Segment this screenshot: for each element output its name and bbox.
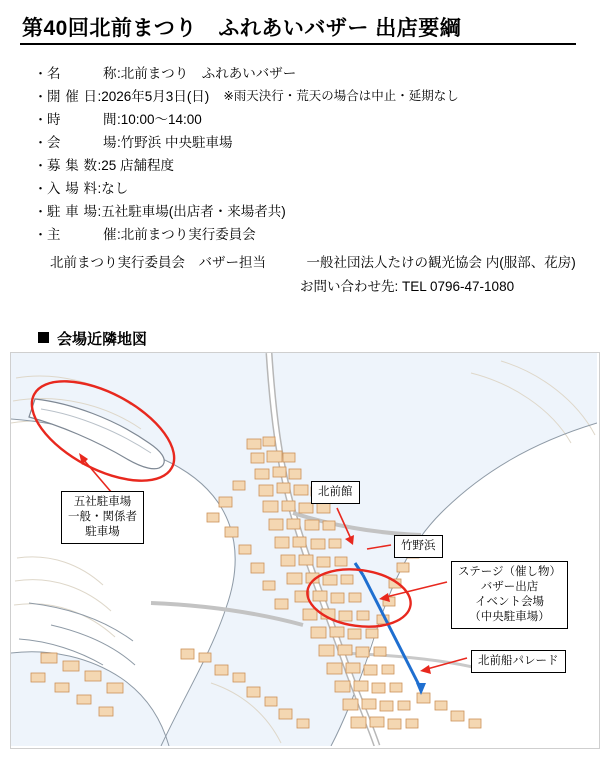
callout-kitamaekan	[311, 481, 360, 504]
detail-row	[34, 85, 579, 108]
detail-label: 駐 車 場	[47, 204, 98, 219]
detail-value: :25 店舗程度	[97, 158, 175, 173]
callout-stage-line-2: バザー出店	[480, 581, 539, 593]
detail-value: :なし	[97, 181, 129, 196]
callout-takenohama	[394, 535, 443, 558]
detail-note: ※雨天決行・荒天の場合は中止・延期なし	[223, 89, 459, 103]
bullet-icon: ・	[34, 89, 48, 104]
callout-parade	[471, 650, 566, 673]
detail-row	[34, 108, 579, 131]
callout-stage-venue	[451, 561, 568, 629]
bullet-icon: ・	[34, 158, 48, 173]
detail-label: 入 場 料	[47, 181, 98, 196]
detail-value: :北前まつり ふれあいバザー	[117, 66, 297, 81]
detail-row	[34, 223, 579, 246]
bullet-icon: ・	[34, 66, 48, 81]
detail-label: 名 称	[47, 66, 117, 81]
callout-parking-line-3: 駐車場	[85, 526, 120, 538]
bullet-icon: ・	[34, 181, 48, 196]
bullet-icon: ・	[34, 135, 48, 150]
detail-label: 時 間	[47, 112, 117, 127]
detail-value: :10:00～14:00	[117, 112, 202, 127]
detail-value: :2026年5月3日(日)	[97, 89, 210, 104]
detail-row	[34, 131, 579, 154]
map-section-heading	[38, 328, 147, 349]
callout-stage-line-1: ステージ（催し物）	[458, 566, 562, 578]
callout-stage-line-3: イベント会場	[475, 596, 545, 608]
detail-label: 募 集 数	[47, 158, 98, 173]
detail-label: 開 催 日	[47, 89, 98, 104]
page-title: 第40回北前まつり ふれあいバザー 出店要綱	[22, 17, 462, 40]
contact-line-1: 北前まつり実行委員会 バザー担当 一般社団法人たけの観光協会 内(服部、花房)	[50, 255, 576, 270]
square-bullet-icon	[38, 332, 49, 343]
detail-label: 会 場	[47, 135, 117, 150]
neighborhood-map	[10, 352, 600, 749]
detail-row	[34, 200, 579, 223]
detail-value: :北前まつり実行委員会	[117, 227, 256, 242]
map-heading-label: 会場近隣地図	[57, 331, 148, 348]
callout-kitamaekan-line-1: 北前館	[318, 486, 353, 498]
bullet-icon: ・	[34, 112, 48, 127]
callout-stage-line-4: （中央駐車場）	[469, 611, 550, 623]
bullet-icon: ・	[34, 227, 48, 242]
title-divider	[20, 43, 576, 45]
detail-row	[34, 154, 579, 177]
detail-row	[34, 177, 579, 200]
details-list	[34, 62, 579, 246]
bullet-icon: ・	[34, 204, 48, 219]
detail-value: :竹野浜 中央駐車場	[117, 135, 233, 150]
callout-parade-line-1: 北前船パレード	[478, 655, 559, 667]
callout-takenohama-line-1: 竹野浜	[401, 540, 436, 552]
detail-row	[34, 62, 579, 85]
callout-parking	[61, 491, 144, 544]
contact-line-2: お問い合わせ先: TEL 0796-47-1080	[300, 279, 515, 294]
detail-label: 主 催	[47, 227, 117, 242]
detail-value: :五社駐車場(出店者・来場者共)	[97, 204, 286, 219]
callout-parking-line-1: 五社駐車場	[73, 496, 132, 508]
map-graphic	[11, 353, 597, 746]
callout-parking-line-2: 一般・関係者	[68, 511, 137, 523]
